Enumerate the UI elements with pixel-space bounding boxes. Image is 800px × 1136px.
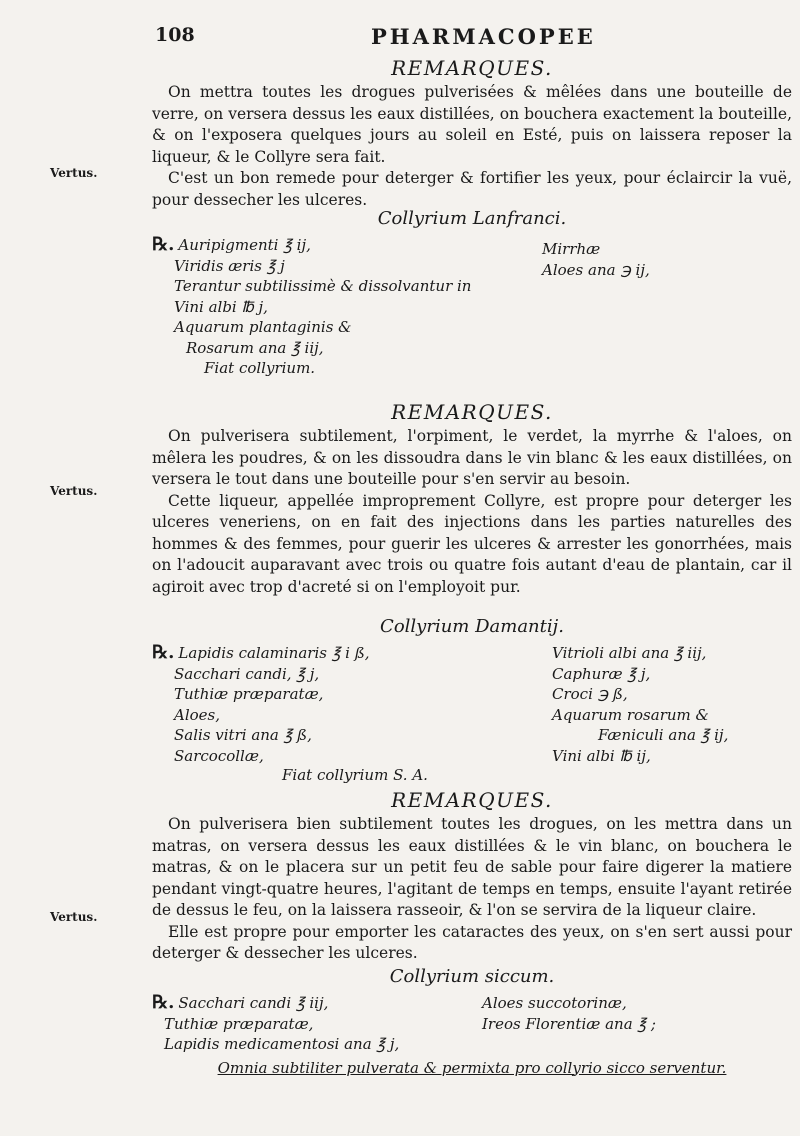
instruction: Fiat collyrium S. A. (282, 766, 428, 784)
ingredient: Sacchari candi, ℥ j, (174, 664, 320, 683)
ingredient: Vini albi ℔ j, (174, 297, 268, 316)
ingredient: Tuthiæ præparatæ, (174, 685, 324, 703)
recipe (152, 993, 792, 1055)
recipe (152, 643, 792, 766)
formula-title: Collyrium siccum. (389, 966, 555, 987)
page-header (155, 24, 795, 48)
formula-damantij (152, 616, 792, 784)
formula-lanfranci (152, 208, 792, 379)
closing-instruction: Omnia subtiliter pulverata & permixta pro collyrio sicco serventur. (217, 1058, 727, 1077)
ingredient: Caphuræ ℥ j, (552, 664, 651, 683)
running-title: PHARMACOPEE (371, 24, 596, 49)
remarques-section-3 (152, 788, 792, 965)
ingredient: Aquarum rosarum & (552, 705, 709, 724)
recipe-left-column (152, 643, 492, 766)
ingredient: Sarcocollæ, (174, 746, 264, 765)
page-number: 108 (155, 24, 195, 46)
ingredient: Viridis æris ℥ j (174, 256, 285, 275)
paragraph: On pulverisera subtilement, l'orpiment, le verdet, la myrrhe & l'aloes, on mêlera les poudres, & on les dissoudra dans le vin blanc & les eaux distillées, on versera le tout dans une bouteille pour s'en servir au besoin. (152, 427, 792, 488)
remarques-section-2 (152, 400, 792, 598)
margin-note-vertus: Vertus. (50, 910, 98, 924)
recipe-symbol: ℞. (152, 642, 175, 663)
recipe-right-column (482, 993, 732, 1055)
recipe-left-column (152, 993, 472, 1055)
ingredient: Vini albi ℔ ij, (552, 746, 651, 765)
margin-note-vertus: Vertus. (50, 166, 98, 180)
ingredient: Salis vitri ana ℥ ß, (174, 726, 312, 744)
instruction: Fiat collyrium. (204, 359, 316, 377)
ingredient: Aloes succotorinæ, (482, 994, 627, 1012)
ingredient: Auripigmenti ℥ ij, (178, 236, 311, 254)
formula-title: Collyrium Damantij. (380, 616, 564, 637)
paragraph: Elle est propre pour emporter les cataractes des yeux, on s'en sert aussi pour deterger & dessecher les ulceres. (152, 922, 792, 962)
section-title: REMARQUES. (391, 400, 553, 424)
ingredient: Rosarum ana ℥ iij, (186, 338, 324, 357)
section-title: REMARQUES. (391, 56, 553, 80)
ingredient: Sacchari candi ℥ iij, (178, 994, 329, 1012)
ingredient: Aloes ana ℈ ij, (542, 260, 650, 279)
ingredient: Terantur subtilissimè & dissolvantur in (174, 277, 472, 295)
formula-title: Collyrium Lanfranci. (377, 208, 567, 229)
ingredient: Fæniculi ana ℥ ij, (598, 726, 729, 744)
recipe-right-column (542, 235, 732, 379)
recipe-symbol: ℞. (152, 234, 175, 255)
recipe-symbol: ℞. (152, 992, 175, 1013)
paragraph: C'est un bon remede pour deterger & fortifier les yeux, pour éclaircir la vuë, pour dessecher les ulceres. (152, 169, 792, 209)
ingredient: Aquarum plantaginis & (174, 318, 352, 336)
recipe-left-column (152, 235, 492, 379)
ingredient: Vitrioli albi ana ℥ iij, (552, 644, 707, 662)
ingredient: Lapidis calaminaris ℥ i ß, (178, 644, 370, 662)
ingredient: Mirrhæ (542, 240, 601, 258)
ingredient: Aloes, (174, 705, 221, 724)
ingredient: Tuthiæ præparatæ, (164, 1014, 314, 1033)
paragraph: Cette liqueur, appellée improprement Collyre, est propre pour deterger les ulceres veneriens, on en fait des injections dans les parties naturelles des hommes & des femmes, pour guerir les ulceres & arrester les gonorrhées, mais on l'adoucit auparavant avec trois ou quatre fois autant d'eau de plantain, car il agiroit avec trop d'acreté si on l'employoit pur. (152, 491, 792, 596)
ingredient: Ireos Florentiæ ana ℥ ; (482, 1014, 656, 1033)
section-title: REMARQUES. (391, 788, 553, 812)
margin-note-vertus: Vertus. (50, 484, 98, 498)
recipe (152, 235, 792, 379)
recipe-right-column (552, 643, 792, 766)
paragraph: On pulverisera bien subtilement toutes les drogues, on les mettra dans un matras, on versera dessus les eaux distillées & le vin blanc, on bouchera le matras, & on le placera sur un petit feu de sable pour faire digerer la matiere pendant vingt-quatre heures, l'agitant de temps en temps, ensuite l'ayant retirée de dessus le feu, on la laissera rasseoir, & l'on se servira de la liqueur claire. (152, 815, 792, 919)
ingredient: Croci ℈ ß, (552, 685, 628, 703)
formula-siccum (152, 966, 792, 1077)
paragraph: On mettra toutes les drogues pulverisées & mêlées dans une bouteille de verre, on versera dessus les eaux distillées, on bouchera exactement la bouteille, & on l'exposera quelques jours au soleil en Esté, puis on laissera reposer la liqueur, & le Collyre sera fait. (152, 83, 792, 166)
remarques-section-1 (152, 56, 792, 211)
ingredient: Lapidis medicamentosi ana ℥ j, (164, 1035, 400, 1053)
